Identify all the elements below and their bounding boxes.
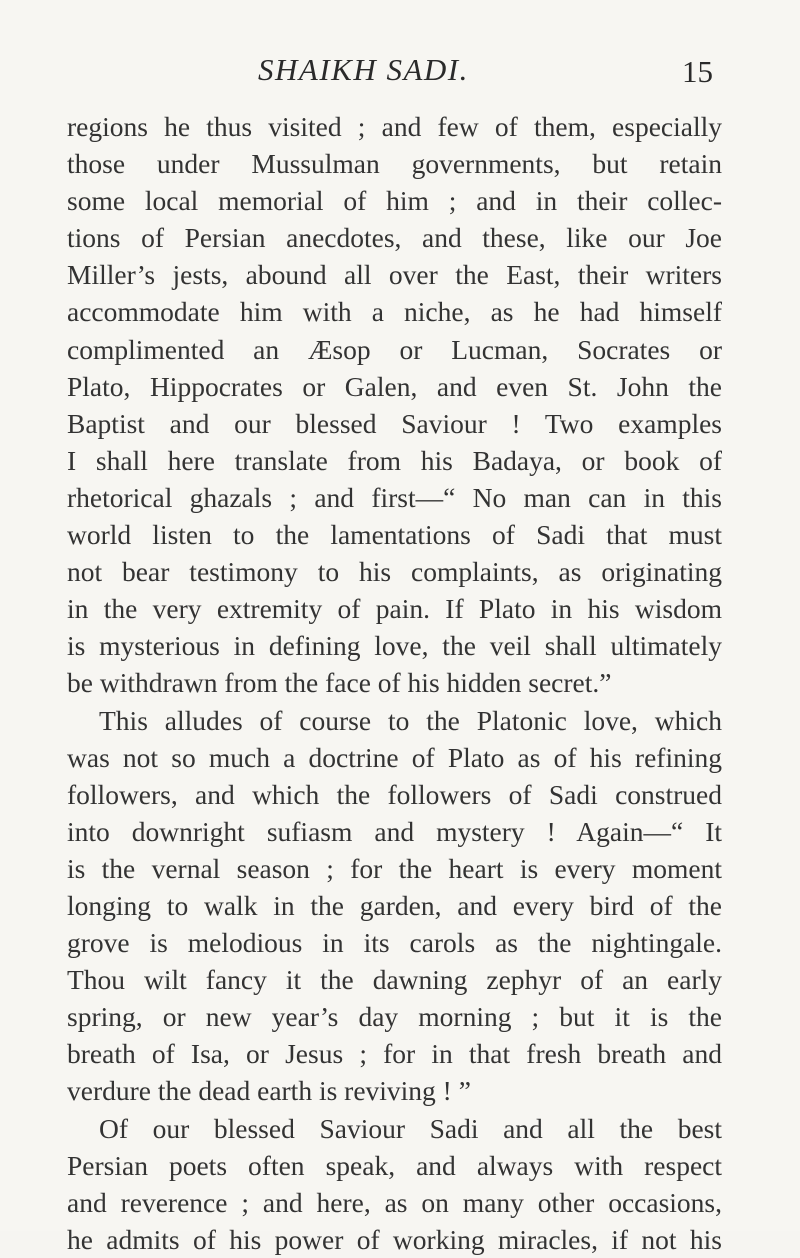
text-line: Baptist and our blessed Saviour ! Two examples: [67, 407, 722, 439]
text-line: and reverence ; and here, as on many other occasions,: [67, 1186, 722, 1218]
text-line: is mysterious in defining love, the veil shall ultimately: [67, 630, 722, 662]
body-text: [67, 108, 722, 1258]
text-line: was not so much a doctrine of Plato as of his refining: [67, 741, 722, 773]
running-title: SHAIKH SADI.: [258, 52, 469, 87]
text-line: This alludes of course to the Platonic love, which: [99, 704, 722, 736]
text-line: world listen to the lamentations of Sadi that must: [67, 519, 722, 551]
text-line: those under Mussulman governments, but retain: [67, 148, 722, 180]
text-line: verdure the dead earth is reviving ! ”: [67, 1075, 471, 1107]
text-line: not bear testimony to his complaints, as originating: [67, 556, 722, 588]
text-line: in the very extremity of pain. If Plato in his wisdom: [67, 593, 722, 625]
text-line: regions he thus visited ; and few of them, especially: [67, 111, 722, 142]
text-line: some local memorial of him ; and in their collec-: [67, 185, 722, 217]
text-line: Miller’s jests, abound all over the East, their writers: [67, 259, 722, 291]
text-line: be withdrawn from the face of his hidden secret.”: [67, 667, 612, 699]
text-line: I shall here translate from his Badaya, or book of: [67, 444, 722, 476]
text-line: is the vernal season ; for the heart is every moment: [67, 852, 722, 884]
text-line: into downright sufiasm and mystery ! Again—“ It: [67, 815, 722, 847]
running-head: [0, 52, 800, 92]
text-line: accommodate him with a niche, as he had himself: [67, 296, 722, 328]
text-line: spring, or new year’s day morning ; but it is the: [67, 1001, 722, 1033]
text-line: Thou wilt fancy it the dawning zephyr of an early: [67, 964, 722, 996]
text-line: rhetorical ghazals ; and first—“ No man can in this: [67, 481, 722, 513]
text-line: followers, and which the followers of Sadi construed: [67, 778, 722, 810]
text-line: Plato, Hippocrates or Galen, and even St. John the: [67, 370, 722, 402]
text-line: Persian poets often speak, and always with respect: [67, 1149, 722, 1181]
text-line: grove is melodious in its carols as the nightingale.: [67, 927, 722, 959]
text-line: tions of Persian anecdotes, and these, like our Joe: [67, 222, 722, 254]
text-line: complimented an Æsop or Lucman, Socrates or: [67, 333, 722, 365]
text-line: longing to walk in the garden, and every bird of the: [67, 889, 722, 921]
text-line: he admits of his power of working miracles, if not his: [67, 1223, 722, 1255]
page-number: 15: [682, 54, 713, 89]
text-line: breath of Isa, or Jesus ; for in that fresh breath and: [67, 1038, 722, 1070]
text-line: Of our blessed Saviour Sadi and all the best: [99, 1112, 722, 1144]
